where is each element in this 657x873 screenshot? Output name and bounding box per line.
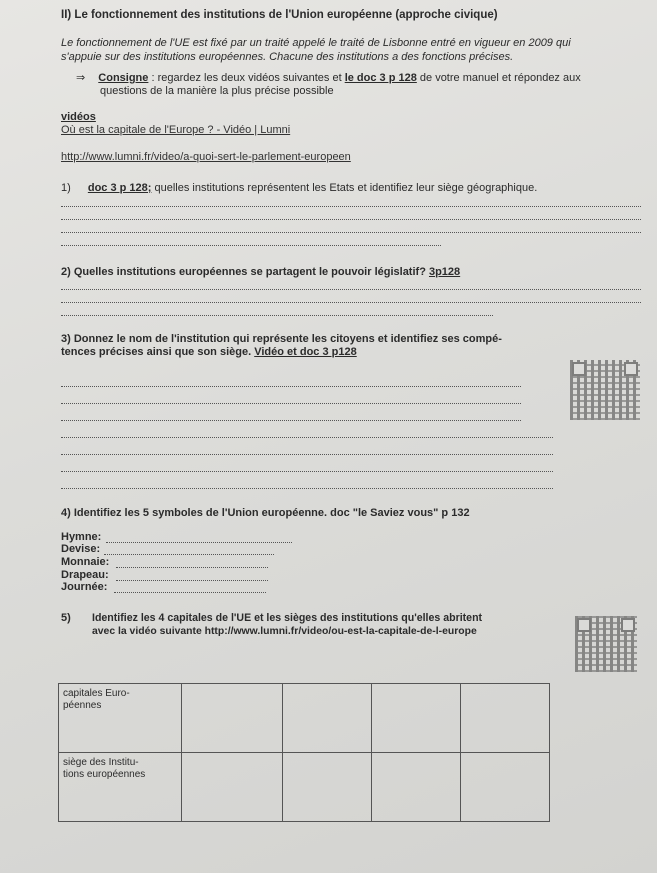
q3-text: tences précises ainsi que son siège. [61, 346, 255, 358]
qr-code-icon [570, 360, 640, 420]
q3-line-1: 3) Donnez le nom de l'institution qui représente les citoyens et identifiez ses compé- [61, 333, 502, 345]
table-cell[interactable] [461, 684, 550, 753]
question-1 [61, 182, 537, 195]
question-4: 4) Identifiez les 5 symboles de l'Union européenne. doc "le Saviez vous" p 132 [61, 507, 470, 519]
table-cell[interactable] [372, 753, 461, 822]
symbol-label: Devise: [61, 543, 101, 555]
table-row [59, 753, 550, 822]
video-link-2[interactable]: http://www.lumni.fr/video/a-quoi-sert-le-parlement-europeen [61, 151, 351, 163]
row-header-line: siège des Institu- [63, 757, 139, 768]
row-header-sieges [59, 753, 182, 822]
answer-line[interactable] [61, 302, 641, 303]
q5-line-1: Identifiez les 4 capitales de l'UE et les sièges des institutions qu'elles abritent [92, 612, 483, 624]
symbol-label: Journée: [61, 581, 108, 593]
answer-line[interactable] [61, 219, 641, 220]
answer-line[interactable] [116, 567, 268, 568]
row-header-line: péennes [63, 700, 102, 711]
consigne-line-1 [76, 72, 581, 85]
q5-number: 5) [61, 612, 71, 624]
answer-line[interactable] [61, 420, 521, 421]
qr-code-icon [575, 616, 637, 672]
answer-line[interactable] [61, 454, 553, 455]
intro-line-1: Le fonctionnement de l'UE est fixé par un traité appelé le traité de Lisbonne entré en vigueur en 2009 qui [61, 37, 571, 49]
symbol-label: Monnaie: [61, 556, 110, 568]
answer-line[interactable] [61, 206, 641, 207]
q2-text: 2) Quelles institutions européennes se partagent le pouvoir législatif? [61, 266, 429, 278]
consigne-label: Consigne [98, 72, 149, 84]
video-link-1[interactable]: Où est la capitale de l'Europe ? - Vidéo | Lumni [61, 124, 291, 136]
table-cell[interactable] [461, 753, 550, 822]
videos-heading: vidéos [61, 111, 96, 123]
q1-text: quelles institutions représentent les Etats et identifiez leur siège géographique. [151, 182, 538, 194]
capitals-table [58, 683, 550, 822]
symbol-label: Hymne: [61, 531, 102, 543]
q1-number: 1) [61, 182, 71, 194]
row-header-line: capitales Euro- [63, 688, 130, 699]
table-cell[interactable] [182, 753, 283, 822]
symbol-devise [61, 543, 100, 556]
answer-line[interactable] [104, 554, 274, 555]
answer-line[interactable] [61, 289, 641, 290]
symbol-monnaie [61, 556, 109, 569]
answer-line[interactable] [61, 488, 553, 489]
answer-line[interactable] [61, 315, 493, 316]
arrow-icon: ⇒ [76, 72, 86, 84]
answer-line[interactable] [114, 592, 266, 593]
question-2 [61, 266, 460, 279]
table-cell[interactable] [283, 753, 372, 822]
answer-line[interactable] [61, 471, 553, 472]
consigne-line-2: questions de la manière la plus précise possible [100, 85, 334, 97]
q2-ref: 3p128 [428, 266, 461, 278]
symbol-journee [61, 581, 107, 594]
answer-line[interactable] [106, 542, 292, 543]
answer-line[interactable] [61, 245, 441, 246]
consigne-text-1: : regardez les deux vidéos suivantes et [148, 72, 345, 84]
q5-line-2: avec la vidéo suivante http://www.lumni.fr/video/ou-est-la-capitale-de-l-europe [92, 626, 477, 637]
answer-line[interactable] [61, 437, 553, 438]
q1-doc: doc 3 p 128; [87, 182, 152, 194]
symbol-label: Drapeau: [61, 569, 109, 581]
consigne-text-2: de votre manuel et répondez aux [416, 72, 581, 84]
table-cell[interactable] [372, 684, 461, 753]
q3-line-2 [61, 346, 357, 359]
q3-ref: Vidéo et doc 3 p128 [254, 346, 357, 358]
row-header-line: tions européennes [63, 769, 146, 780]
answer-line[interactable] [61, 232, 641, 233]
answer-line[interactable] [61, 386, 521, 387]
table-cell[interactable] [283, 684, 372, 753]
row-header-capitales [59, 684, 182, 753]
answer-line[interactable] [61, 403, 521, 404]
section-title: II) Le fonctionnement des institutions de l'Union européenne (approche civique) [61, 9, 498, 21]
consigne-doc: le doc 3 p 128 [344, 72, 417, 84]
table-cell[interactable] [182, 684, 283, 753]
answer-line[interactable] [116, 580, 268, 581]
table-row [59, 684, 550, 753]
intro-line-2: s'appuie sur des institutions européennes. Chacune des institutions a des fonctions précises. [61, 51, 514, 63]
